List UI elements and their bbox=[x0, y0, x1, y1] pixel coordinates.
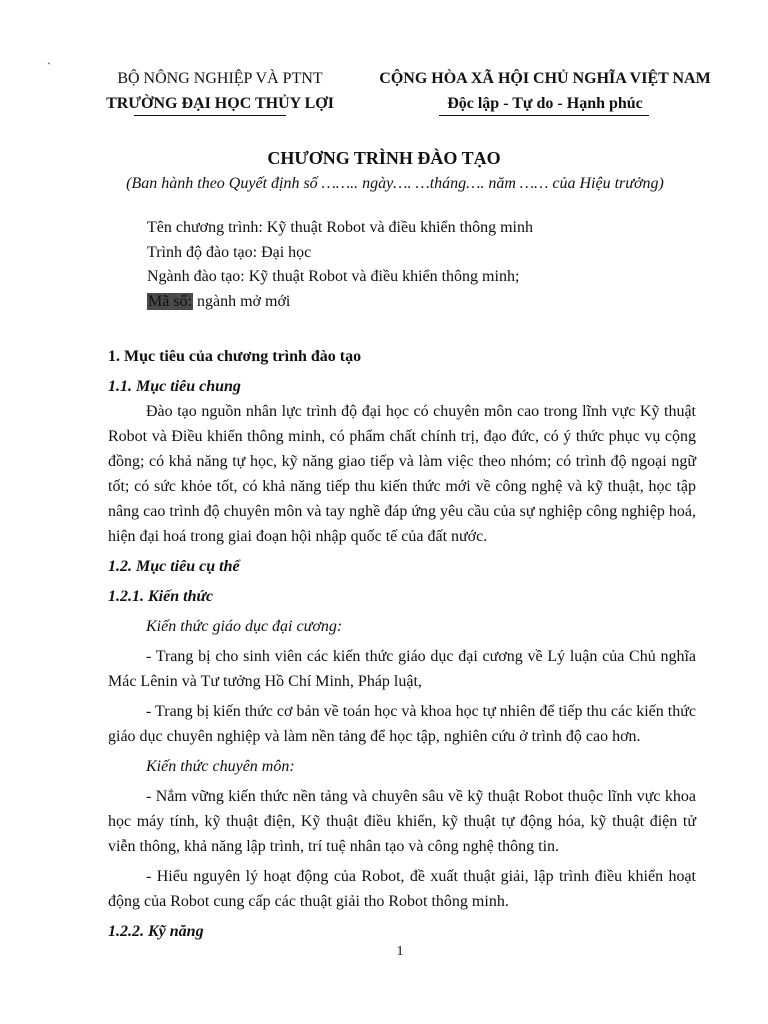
subsection-heading: 1.2. Mục tiêu cụ thể bbox=[108, 558, 240, 575]
ministry-header bbox=[95, 66, 345, 116]
subheading-italic: Kiến thức giáo dục đại cương: bbox=[146, 618, 343, 635]
document-subtitle: (Ban hành theo Quyết định số …….. ngày…. …tháng…. năm …… của Hiệu trưởng) bbox=[126, 175, 664, 192]
motto-underline bbox=[439, 115, 649, 116]
university-name: TRƯỜNG ĐẠI HỌC THỦY LỢI bbox=[106, 95, 334, 112]
subsection-heading: 1.1. Mục tiêu chung bbox=[108, 378, 241, 395]
university-underline bbox=[134, 115, 286, 116]
subsection-heading: 1.2.2. Kỹ năng bbox=[108, 923, 204, 940]
paragraph: - Trang bị kiến thức cơ bản về toán học và khoa học tự nhiên để tiếp thu các kiến thức giáo dục chuyên nghiệp và làm nền tảng để học tập, nghiên cứu ở trình độ cao hơn. bbox=[108, 703, 696, 745]
paragraph: Đào tạo nguồn nhân lực trình độ đại học có chuyên môn cao trong lĩnh vực Kỹ thuật Robot và Điều khiển thông minh, có phẩm chất chính trị, đạo đức, có ý thức phục vụ cộng đồng; có khả năng tự học, kỹ năng giao tiếp và làm việc theo nhóm; có trình độ ngoại ngữ tốt; có sức khỏe tốt, có khả năng tiếp thu kiến thức mới về công nghệ và kỹ thuật, học tập nâng cao trình độ chuyên môn và tay nghề đáp ứng yêu cầu của sự nghiệp công nghiệp hoá, hiện đại hoá trong giai đoạn hội nhập quốc tế của đất nước. bbox=[108, 403, 696, 545]
program-major: Ngành đào tạo: Kỹ thuật Robot và điều khiển thông minh; bbox=[147, 268, 520, 285]
section-heading: 1. Mục tiêu của chương trình đào tạo bbox=[108, 348, 362, 365]
program-level: Trình độ đào tạo: Đại học bbox=[147, 243, 312, 261]
paragraph: - Nắm vững kiến thức nền tảng và chuyên sâu về kỹ thuật Robot thuộc lĩnh vực khoa học máy tính, kỹ thuật điện, Kỹ thuật điều khiển, kỹ thuật tự động hóa, kỹ thuật điện tử viễn thông, khả năng lập trình, trí tuệ nhân tạo và công nghệ thông tin. bbox=[108, 788, 696, 855]
program-code bbox=[147, 290, 533, 315]
page-number: 1 bbox=[396, 944, 404, 959]
ministry-name: BỘ NÔNG NGHIỆP VÀ PTNT bbox=[117, 70, 323, 87]
national-name: CỘNG HÒA XÃ HỘI CHỦ NGHĨA VIỆT NAM bbox=[379, 70, 711, 87]
paragraph: - Trang bị cho sinh viên các kiến thức giáo dục đại cương về Lý luận của Chủ nghĩa Mác Lênin và Tư tưởng Hồ Chí Minh, Pháp luật, bbox=[108, 648, 696, 690]
stray-mark: ` bbox=[47, 60, 51, 74]
program-name: Tên chương trình: Kỹ thuật Robot và điều khiển thông minh bbox=[147, 219, 533, 236]
subsection-heading: 1.2.1. Kiến thức bbox=[108, 588, 214, 605]
subheading-italic: Kiến thức chuyên môn: bbox=[146, 758, 295, 775]
paragraph: - Hiểu nguyên lý hoạt động của Robot, đề xuất thuật giải, lập trình điều khiển hoạt động của Robot cung cấp các thuật giải tho Robot thông minh. bbox=[108, 868, 696, 910]
document-body bbox=[108, 344, 696, 944]
code-value: ngành mở mới bbox=[193, 292, 291, 310]
program-info bbox=[147, 216, 533, 314]
national-motto: Độc lập - Tự do - Hạnh phúc bbox=[447, 95, 643, 112]
code-label-highlight: Mã số: bbox=[148, 292, 192, 310]
document-title: CHƯƠNG TRÌNH ĐÀO TẠO bbox=[267, 148, 501, 168]
national-header bbox=[360, 66, 730, 116]
